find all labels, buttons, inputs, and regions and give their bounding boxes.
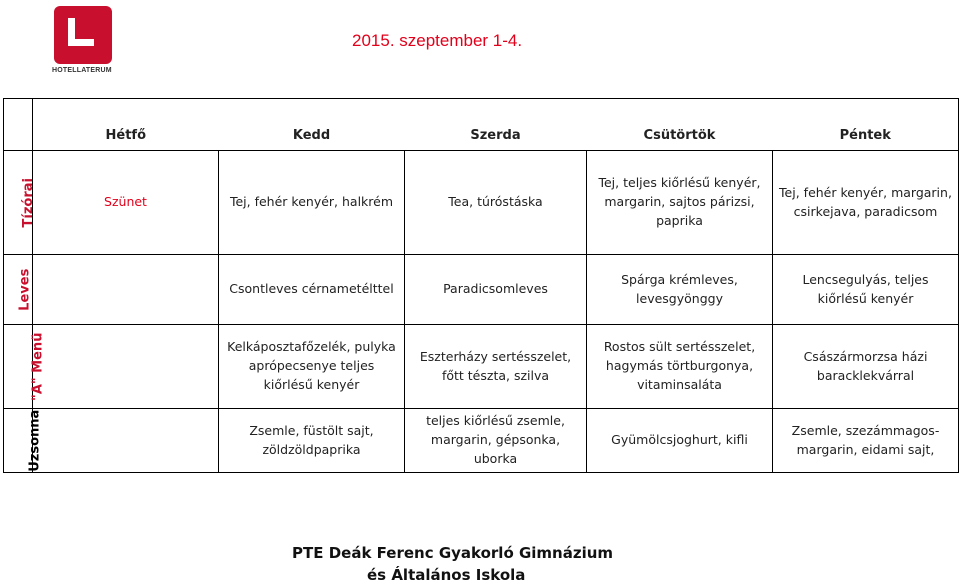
menu-date: 2015. szeptember 1-4.: [352, 31, 523, 50]
menu-cell: Szünet: [33, 151, 219, 255]
row-label: Tízórai: [20, 177, 36, 228]
table-row: [4, 325, 959, 409]
menu-cell: Csontleves cérnametélttel: [219, 255, 405, 325]
day-header: Csütörtök: [587, 99, 773, 151]
menu-cell: [33, 409, 219, 473]
day-header: Hétfő: [33, 99, 219, 151]
table-row: [4, 409, 959, 473]
hotel-laterum-logo: [52, 6, 112, 76]
row-label-cell: [4, 409, 43, 473]
menu-cell: Tej, fehér kenyér, margarin, csirkejava, paradicsom: [773, 151, 959, 255]
row-label: Leves: [17, 268, 33, 311]
menu-cell: Kelkáposztafőzelék, pulyka aprópecsenye teljes kiőrlésű kenyér: [219, 325, 405, 409]
logo-mark-icon: [54, 6, 112, 64]
menu-cell: Császármorzsa házi baracklekvárral: [773, 325, 959, 409]
menu-cell: Gyümölcsjoghurt, kifli: [587, 409, 773, 473]
table-row: [4, 255, 959, 325]
menu-cell: [33, 325, 219, 409]
row-label-cell: [4, 255, 33, 325]
school-name-line1: PTE Deák Ferenc Gyakorló Gimnázium: [292, 544, 614, 562]
menu-cell: Tea, túróstáska: [405, 151, 587, 255]
weekly-menu-table: [3, 98, 959, 473]
menu-cell: Zsemle, füstölt sajt, zöldzöldpaprika: [219, 409, 405, 473]
row-label-cell: [4, 325, 46, 409]
row-label-cell: [4, 151, 36, 255]
menu-cell: Paradicsomleves: [405, 255, 587, 325]
menu-cell: Spárga krémleves, levesgyönggy: [587, 255, 773, 325]
menu-cell: teljes kiőrlésű zsemle, margarin, gépsonka, uborka: [405, 409, 587, 473]
day-header: Péntek: [773, 99, 959, 151]
menu-cell: Rostos sült sertésszelet, hagymás törtburgonya, vitaminsaláta: [587, 325, 773, 409]
menu-cell: Eszterházy sertésszelet, főtt tészta, szilva: [405, 325, 587, 409]
day-header: Kedd: [219, 99, 405, 151]
day-header: Szerda: [405, 99, 587, 151]
row-label: "A" Menü: [30, 332, 46, 401]
table-row: [4, 151, 959, 255]
menu-cell: Tej, teljes kiőrlésű kenyér, margarin, sajtos párizsi, paprika: [587, 151, 773, 255]
menu-cell: Lencsegulyás, teljes kiőrlésű kenyér: [773, 255, 959, 325]
row-label: Uzsonna: [27, 409, 43, 472]
table-header-row: [4, 99, 959, 151]
menu-cell: [33, 255, 219, 325]
menu-cell: Zsemle, szezámmagos-margarin, eidami sajt,: [773, 409, 959, 473]
corner-cell: [4, 99, 33, 151]
menu-cell: Tej, fehér kenyér, halkrém: [219, 151, 405, 255]
school-name: [292, 543, 613, 587]
school-name-line2: és Általános Iskola: [367, 565, 526, 584]
logo-text: HOTELLATERUM: [52, 67, 112, 74]
